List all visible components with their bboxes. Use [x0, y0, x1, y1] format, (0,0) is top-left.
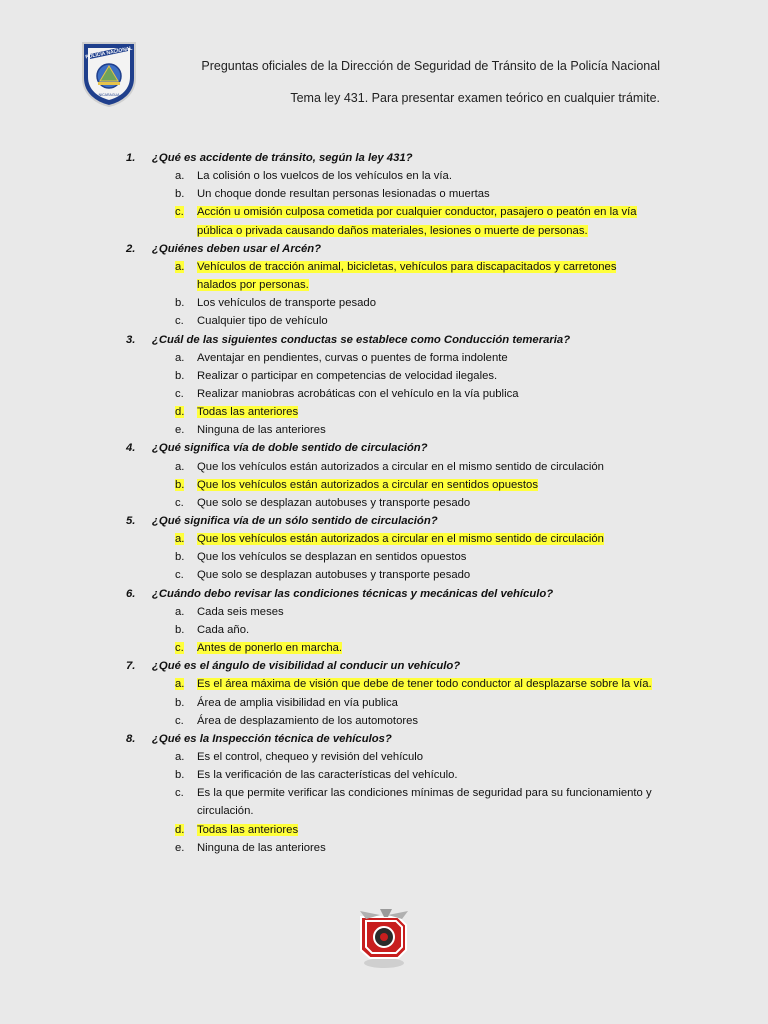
question-number [126, 585, 135, 603]
question-number-text: 5. [126, 515, 136, 527]
question-text-text: ¿Cuándo debo revisar las condiciones técnicas y mecánicas del vehículo? [152, 587, 554, 600]
question-text [152, 512, 438, 530]
question-text-text: ¿Qué es el ángulo de visibilidad al conducir un vehículo? [152, 660, 461, 673]
answer-letter-correct-text: c. [175, 206, 184, 219]
answer-letter-correct-text: d. [175, 406, 185, 419]
answer-letter-text: e. [175, 841, 185, 854]
answer-letter-text: b. [175, 769, 185, 782]
answer-option-correct-text: Que los vehículos están autorizados a circular en el mismo sentido de circulación [197, 533, 604, 546]
answer-letter-text: c. [175, 569, 184, 582]
answer-option-text: Realizar maniobras acrobáticas con el vehículo en la vía publica [197, 387, 519, 400]
answer-letter-text: a. [175, 460, 185, 473]
answer-option [197, 185, 490, 203]
answer-option [197, 167, 452, 185]
answer-letter-text: a. [175, 170, 185, 183]
answer-letter [175, 603, 184, 621]
answer-option-text: Un choque donde resultan personas lesionadas o muertas [197, 188, 490, 201]
answer-option-text: Realizar o participar en competencias de velocidad ilegales. [197, 369, 498, 382]
question-text-text: ¿Qué es la Inspección técnica de vehículos? [152, 732, 392, 745]
answer-option-correct [197, 639, 342, 657]
answer-letter-text: a. [175, 351, 185, 364]
answer-option [197, 566, 470, 584]
question-text [152, 730, 392, 748]
answer-letter-text: c. [175, 387, 184, 400]
answer-option-correct-text: Vehículos de tracción animal, bicicletas, vehículos para discapacitados y carretones [197, 260, 617, 273]
answer-option [197, 312, 328, 330]
answer-option [197, 421, 326, 439]
answer-option-correct [197, 203, 637, 221]
answer-option-text: Ninguna de las anteriores [197, 841, 326, 854]
question-number-text: 7. [126, 660, 136, 673]
answer-option [197, 385, 519, 403]
answer-letter-correct-text: b. [175, 478, 185, 491]
answer-letter [175, 349, 184, 367]
answer-option [197, 694, 398, 712]
police-seal-logo [80, 40, 138, 108]
answer-option-correct [197, 222, 588, 240]
answer-letter-text: c. [175, 714, 184, 727]
answer-letter [175, 548, 184, 566]
answer-option-correct [197, 821, 298, 839]
answer-option-correct [197, 403, 298, 421]
answer-option [197, 294, 376, 312]
answer-letter-correct [175, 403, 184, 421]
answer-option-text: circulación. [197, 805, 254, 818]
answer-option-text: Cada año. [197, 623, 250, 636]
answer-letter-correct [175, 675, 184, 693]
question-number [126, 657, 135, 675]
header-title: Preguntas oficiales de la Dirección de Seguridad de Tránsito de la Policía Nacional [201, 59, 660, 73]
answer-letter-correct-text: d. [175, 823, 185, 836]
answer-letter [175, 784, 184, 802]
answer-option-correct [197, 530, 604, 548]
question-number-text: 3. [126, 333, 136, 346]
answer-option [197, 603, 284, 621]
answer-option-text: Es el control, chequeo y revisión del vehículo [197, 750, 424, 763]
answer-option-correct [197, 276, 309, 294]
answer-option-text: Que solo se desplazan autobuses y transporte pesado [197, 569, 471, 582]
answer-letter [175, 294, 184, 312]
question-number [126, 149, 135, 167]
question-text [152, 439, 428, 457]
answer-option [197, 784, 652, 802]
answer-option-correct [197, 675, 652, 693]
header-subtitle: Tema ley 431. Para presentar examen teórico en cualquier trámite. [290, 91, 660, 105]
answer-letter-correct-text: c. [175, 642, 184, 655]
answer-letter-text: c. [175, 787, 184, 800]
answer-letter [175, 566, 184, 584]
answer-letter-text: b. [175, 551, 185, 564]
answer-letter [175, 748, 184, 766]
answer-option-text: Cada seis meses [197, 605, 284, 618]
answer-option-text: Es la verificación de las características del vehículo. [197, 769, 458, 782]
transit-police-emblem-logo [358, 905, 410, 971]
answer-letter-text: a. [175, 750, 185, 763]
question-number-text: 4. [126, 442, 136, 455]
question-text-text: ¿Qué es accidente de tránsito, según la ley 431? [152, 152, 413, 164]
answer-option-text: La colisión o los vuelcos de los vehículos en la vía. [197, 170, 452, 183]
answer-option-text: Aventajar en pendientes, curvas o puentes de forma indolente [197, 351, 508, 364]
answer-option-text: Área de desplazamiento de los automotores [197, 714, 419, 727]
answer-option-correct-text: Todas las anteriores [197, 823, 299, 836]
question-number [126, 512, 135, 530]
answer-letter-correct [175, 203, 184, 221]
question-text-text: ¿Qué significa vía de doble sentido de circulación? [152, 442, 428, 455]
answer-letter [175, 185, 184, 203]
answer-letter [175, 367, 184, 385]
answer-option [197, 548, 466, 566]
answer-letter-text: b. [175, 297, 185, 310]
question-number-text: 1. [126, 152, 136, 164]
answer-letter [175, 167, 184, 185]
question-text [152, 240, 321, 258]
answer-letter-correct [175, 639, 184, 657]
answer-option [197, 748, 423, 766]
answer-option-text: Los vehículos de transporte pesado [197, 297, 376, 310]
answer-letter-correct-text: a. [175, 533, 185, 546]
question-number-text: 6. [126, 587, 136, 600]
answer-letter [175, 385, 184, 403]
answer-option [197, 367, 497, 385]
answer-letter [175, 494, 184, 512]
answer-letter-text: e. [175, 424, 185, 437]
answer-letter [175, 839, 184, 857]
seal-text: POLICIA NACIONAL [84, 45, 134, 61]
answer-letter-correct [175, 821, 184, 839]
answer-option-text: Que solo se desplazan autobuses y transporte pesado [197, 496, 471, 509]
answer-option [197, 621, 249, 639]
question-number [126, 730, 135, 748]
answer-letter [175, 621, 184, 639]
answer-letter-correct [175, 258, 184, 276]
answer-letter-text: b. [175, 188, 185, 201]
answer-option-text: Que los vehículos se desplazan en sentidos opuestos [197, 551, 467, 564]
question-number [126, 439, 135, 457]
answer-option-correct-text: Es el área máxima de visión que debe de tener todo conductor al desplazarse sobre la vía. [197, 678, 652, 691]
question-number-text: 8. [126, 732, 136, 745]
answer-letter-text: a. [175, 605, 185, 618]
question-text [152, 331, 570, 349]
answer-letter-text: c. [175, 496, 184, 509]
answer-letter-text: c. [175, 315, 184, 328]
answer-letter [175, 458, 184, 476]
question-text-text: ¿Cuál de las siguientes conductas se establece como Conducción temeraria? [152, 333, 571, 346]
answer-option [197, 712, 418, 730]
answer-letter [175, 694, 184, 712]
answer-letter-correct-text: a. [175, 260, 185, 273]
answer-option [197, 349, 508, 367]
answer-letter [175, 421, 184, 439]
answer-option-text: Área de amplia visibilidad en vía publica [197, 696, 398, 709]
answer-option-correct-text: Todas las anteriores [197, 406, 299, 419]
answer-option [197, 458, 604, 476]
answer-letter-correct [175, 476, 184, 494]
answer-letter [175, 312, 184, 330]
answer-option [197, 766, 458, 784]
answer-letter-text: b. [175, 369, 185, 382]
question-text-text: ¿Qué significa vía de un sólo sentido de circulación? [152, 515, 438, 527]
answer-option-correct-text: halados por personas. [197, 279, 309, 292]
answer-option [197, 802, 254, 820]
answer-option-correct-text: Que los vehículos están autorizados a circular en sentidos opuestos [197, 478, 538, 491]
answer-letter-correct [175, 530, 184, 548]
answer-letter-text: b. [175, 623, 185, 636]
answer-option-text: Que los vehículos están autorizados a circular en el mismo sentido de circulación [197, 460, 604, 473]
question-text [152, 149, 413, 167]
question-number [126, 331, 135, 349]
answer-letter [175, 766, 184, 784]
answer-option-correct-text: Antes de ponerlo en marcha. [197, 642, 343, 655]
question-text [152, 657, 460, 675]
question-text-text: ¿Quiénes deben usar el Arcén? [152, 242, 322, 255]
answer-letter [175, 712, 184, 730]
answer-option-text: Cualquier tipo de vehículo [197, 315, 328, 328]
answer-option-correct-text: Acción u omisión culposa cometida por cualquier conductor, pasajero o peatón en la vía [197, 206, 637, 219]
answer-letter-correct-text: a. [175, 678, 185, 691]
question-number [126, 240, 135, 258]
answer-option-correct-text: pública o privada causando daños materiales, lesiones o muerte de personas. [197, 224, 588, 237]
answer-option-correct [197, 258, 616, 276]
answer-option [197, 839, 326, 857]
answer-option-text: Es la que permite verificar las condiciones mínimas de seguridad para su funcionamiento y [197, 787, 652, 800]
answer-option-text: Ninguna de las anteriores [197, 424, 326, 437]
answer-option-correct [197, 476, 538, 494]
answer-letter-text: b. [175, 696, 185, 709]
question-number-text: 2. [126, 242, 136, 255]
answer-option [197, 494, 470, 512]
seal-bottom-text: NICARAGUA [98, 93, 120, 97]
question-text [152, 585, 553, 603]
